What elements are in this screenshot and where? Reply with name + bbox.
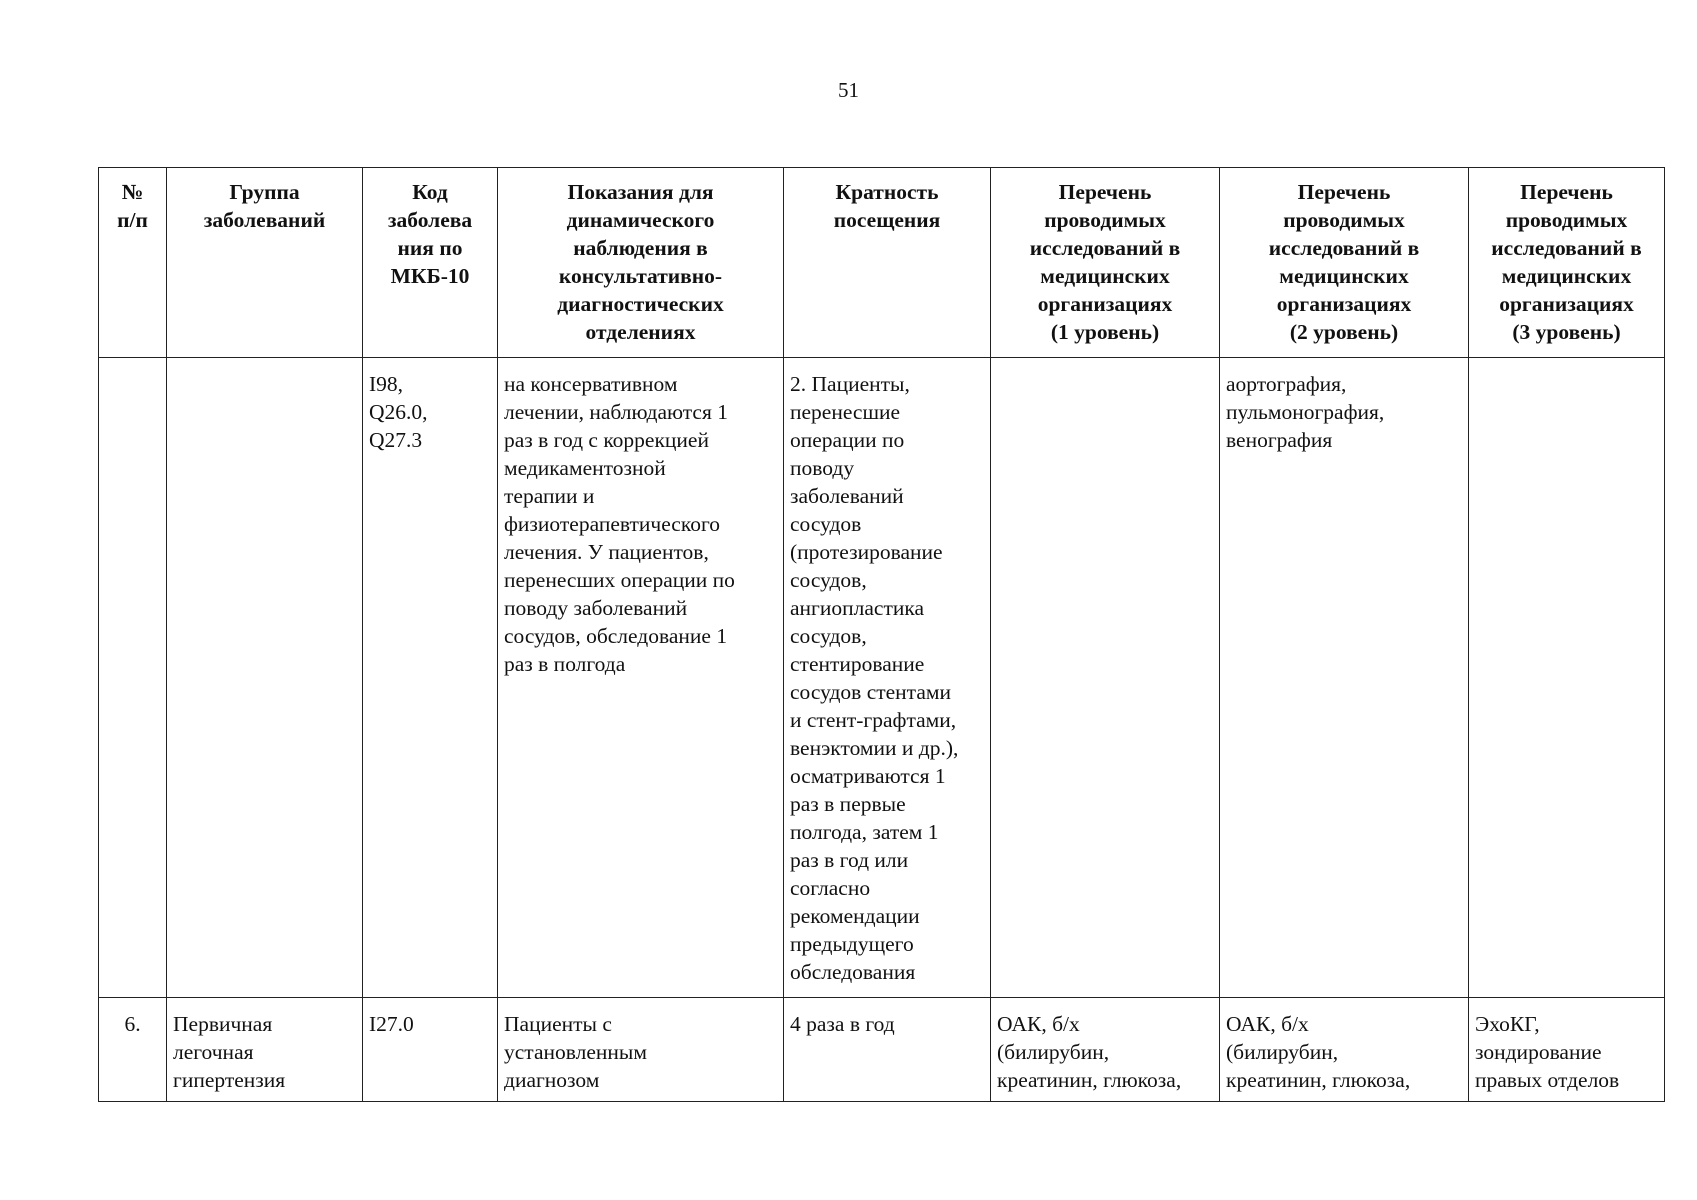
cell-tests-level-2 bbox=[1220, 358, 1469, 998]
cell-text-line: операции по bbox=[790, 428, 905, 452]
cell-text-line: легочная bbox=[173, 1040, 254, 1064]
cell-text-line: заболева bbox=[387, 208, 473, 232]
cell-text-line: стентирование bbox=[790, 652, 925, 676]
cell-text-line: Первичная bbox=[173, 1012, 273, 1036]
cell-text-line: отделениях bbox=[585, 320, 696, 344]
cell-text-line: Пациенты с bbox=[504, 1012, 612, 1036]
cell-text-line: раз в год с коррекцией bbox=[504, 428, 709, 452]
cell-text-line: заболеваний bbox=[790, 484, 904, 508]
cell-text-line: (1 уровень) bbox=[1050, 320, 1160, 344]
cell-text-line: ОАК, б/х bbox=[1226, 1012, 1309, 1036]
cell-text-line: раз в полгода bbox=[504, 652, 626, 676]
cell-tests-level-1 bbox=[991, 998, 1220, 1102]
cell-text-line: сосудов bbox=[790, 512, 862, 536]
cell-text-line: МКБ-10 bbox=[390, 264, 470, 288]
cell-text-line: раз в год или bbox=[790, 848, 909, 872]
header-icd-code bbox=[363, 168, 498, 358]
cell-text-line: (билирубин, bbox=[997, 1040, 1110, 1064]
cell-indications bbox=[498, 358, 784, 998]
cell-text-line: организациях bbox=[1037, 292, 1173, 316]
cell-text-line: венография bbox=[1226, 428, 1333, 452]
cell-visit-frequency bbox=[784, 358, 991, 998]
cell-text-line: креатинин, глюкоза, bbox=[997, 1068, 1182, 1092]
header-indications bbox=[498, 168, 784, 358]
cell-text-line: исследований в bbox=[1029, 236, 1181, 260]
cell-text-line: ния по bbox=[397, 236, 463, 260]
cell-text-line: сосудов, bbox=[790, 624, 867, 648]
cell-text-line: установленным bbox=[504, 1040, 647, 1064]
cell-text-line: сосудов стентами bbox=[790, 680, 951, 704]
cell-number bbox=[99, 358, 167, 998]
cell-text-line: креатинин, глюкоза, bbox=[1226, 1068, 1411, 1092]
cell-text-line: лечения. У пациентов, bbox=[504, 540, 709, 564]
cell-text-line: аортография, bbox=[1226, 372, 1347, 396]
cell-text-line: поводу заболеваний bbox=[504, 596, 688, 620]
cell-text-line: правых отделов bbox=[1475, 1068, 1620, 1092]
cell-text-line: поводу bbox=[790, 456, 855, 480]
cell-text-line: венэктомии и др.), bbox=[790, 736, 959, 760]
cell-text-line: обследования bbox=[790, 960, 916, 984]
cell-text-line: Q26.0, bbox=[369, 400, 428, 424]
cell-text-line: заболеваний bbox=[203, 208, 326, 232]
cell-icd-code bbox=[363, 358, 498, 998]
cell-text-line: предыдущего bbox=[790, 932, 914, 956]
cell-text-line: проводимых bbox=[1044, 208, 1166, 232]
cell-disease-group bbox=[167, 998, 363, 1102]
cell-text-line: посещения bbox=[833, 208, 941, 232]
cell-text-line: медицинских bbox=[1279, 264, 1409, 288]
cell-text-line: рекомендации bbox=[790, 904, 920, 928]
cell-text-line: перенесших операции по bbox=[504, 568, 735, 592]
cell-text-line: п/п bbox=[117, 208, 148, 232]
cell-text-line: лечении, наблюдаются 1 bbox=[504, 400, 728, 424]
screening-table bbox=[98, 167, 1665, 1102]
cell-text-line: I27.0 bbox=[369, 1012, 414, 1036]
cell-text-line: полгода, затем 1 bbox=[790, 820, 939, 844]
cell-text-line: осматриваются 1 bbox=[790, 764, 946, 788]
cell-tests-level-2 bbox=[1220, 998, 1469, 1102]
cell-text-line: Код bbox=[412, 180, 448, 204]
cell-text-line: раз в первые bbox=[790, 792, 906, 816]
cell-text-line: медицинских bbox=[1501, 264, 1632, 288]
cell-text-line: пульмонография, bbox=[1226, 400, 1385, 424]
cell-text-line: Показания для bbox=[567, 180, 714, 204]
cell-text-line: организациях bbox=[1276, 292, 1412, 316]
header-disease-group bbox=[167, 168, 363, 358]
cell-text-line: диагнозом bbox=[504, 1068, 600, 1092]
cell-text-line: динамического bbox=[566, 208, 715, 232]
cell-text-line: организациях bbox=[1499, 292, 1634, 316]
cell-text-line: консультативно- bbox=[558, 264, 723, 288]
cell-text-line: медицинских bbox=[1040, 264, 1170, 288]
cell-text-line: (протезирование bbox=[790, 540, 943, 564]
cell-text-line: Перечень bbox=[1297, 180, 1391, 204]
table-row bbox=[99, 358, 1665, 998]
table-row bbox=[99, 998, 1665, 1102]
cell-text-line: 2. Пациенты, bbox=[790, 372, 910, 396]
cell-text-line: ангиопластика bbox=[790, 596, 925, 620]
header-tests-level-1 bbox=[991, 168, 1220, 358]
cell-text-line: 4 раза в год bbox=[790, 1012, 895, 1036]
cell-text-line: физиотерапевтического bbox=[504, 512, 720, 536]
cell-text-line: исследований в bbox=[1491, 236, 1642, 260]
cell-icd-code bbox=[363, 998, 498, 1102]
cell-text-line: и стент-графтами, bbox=[790, 708, 957, 732]
cell-text-line: ОАК, б/х bbox=[997, 1012, 1080, 1036]
cell-text-line: ЭхоКГ, bbox=[1475, 1012, 1540, 1036]
cell-text-line: согласно bbox=[790, 876, 871, 900]
cell-text-line: проводимых bbox=[1283, 208, 1405, 232]
cell-text-line: сосудов, bbox=[790, 568, 867, 592]
cell-text-line: исследований в bbox=[1268, 236, 1420, 260]
header-tests-level-3 bbox=[1469, 168, 1665, 358]
cell-visit-frequency bbox=[784, 998, 991, 1102]
cell-text-line: зондирование bbox=[1475, 1040, 1602, 1064]
cell-tests-level-3 bbox=[1469, 358, 1665, 998]
cell-text-line: на консервативном bbox=[504, 372, 678, 396]
header-number bbox=[99, 168, 167, 358]
page-number: 51 bbox=[838, 78, 859, 102]
cell-text-line: диагностических bbox=[557, 292, 724, 316]
cell-text-line: № bbox=[121, 180, 144, 204]
cell-indications bbox=[498, 998, 784, 1102]
cell-text-line: (3 уровень) bbox=[1512, 320, 1621, 344]
cell-text-line: проводимых bbox=[1505, 208, 1628, 232]
cell-text-line: наблюдения в bbox=[573, 236, 708, 260]
cell-tests-level-1 bbox=[991, 358, 1220, 998]
cell-text-line: гипертензия bbox=[173, 1068, 286, 1092]
cell-text-line: Q27.3 bbox=[369, 428, 423, 452]
cell-text-line: (билирубин, bbox=[1226, 1040, 1339, 1064]
cell-text-line: 6. bbox=[124, 1012, 141, 1036]
cell-tests-level-3 bbox=[1469, 998, 1665, 1102]
cell-number bbox=[99, 998, 167, 1102]
cell-disease-group bbox=[167, 358, 363, 998]
cell-text-line: Кратность bbox=[835, 180, 939, 204]
table-header-row bbox=[99, 168, 1665, 358]
header-tests-level-2 bbox=[1220, 168, 1469, 358]
cell-text-line: сосудов, обследование 1 bbox=[504, 624, 728, 648]
cell-text-line: I98, bbox=[369, 372, 404, 396]
cell-text-line: Перечень bbox=[1058, 180, 1152, 204]
cell-text-line: перенесшие bbox=[790, 400, 901, 424]
header-visit-frequency bbox=[784, 168, 991, 358]
cell-text-line: Перечень bbox=[1520, 180, 1613, 204]
cell-text-line: медикаментозной bbox=[504, 456, 666, 480]
cell-text-line: Группа bbox=[229, 180, 300, 204]
cell-text-line: терапии и bbox=[504, 484, 595, 508]
cell-text-line: (2 уровень) bbox=[1289, 320, 1399, 344]
